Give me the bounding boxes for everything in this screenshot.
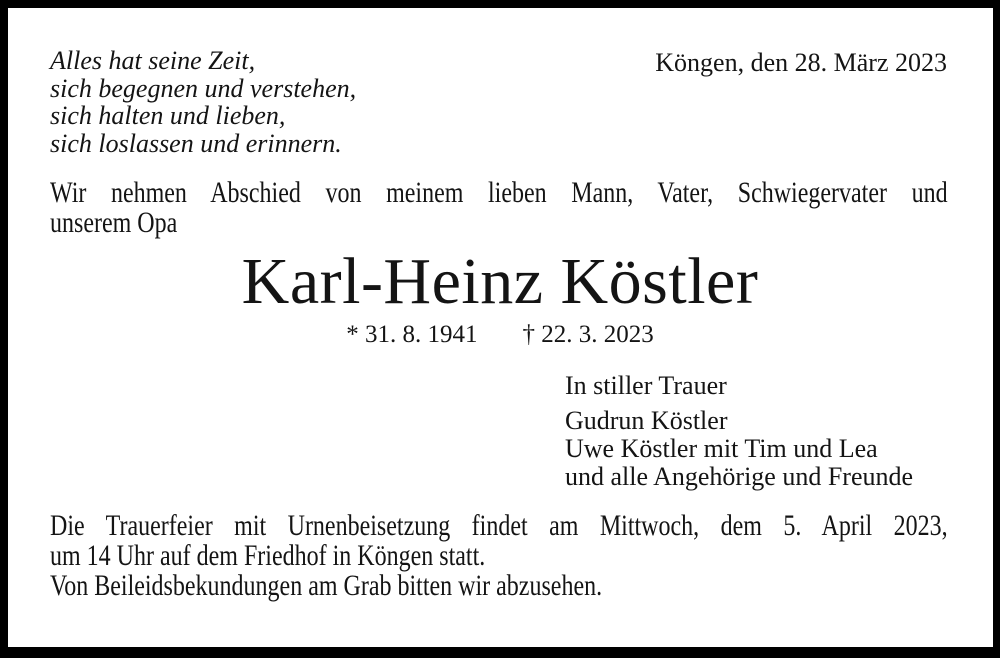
epigraph-line: Alles hat seine Zeit, [50, 46, 256, 75]
deceased-name: Karl-Heinz Köstler [241, 245, 759, 318]
intro-line: Wir nehmen Abschied von meinem lieben Mann, Vater, Schwiegervater und [50, 176, 948, 209]
death-date: † 22. 3. 2023 [522, 321, 654, 348]
place-dateline: Köngen, den 28. März 2023 [655, 48, 947, 77]
mourner-line: und alle Angehörige und Freunde [565, 462, 914, 491]
mourners-block [565, 372, 913, 491]
mourning-header: In stiller Trauer [565, 371, 727, 400]
intro-paragraph [50, 178, 948, 238]
birth-date: * 31. 8. 1941 [346, 321, 478, 348]
intro-line: unserem Opa [50, 206, 178, 239]
epigraph-line: sich halten und lieben, [50, 101, 286, 130]
funeral-details [50, 511, 948, 601]
funeral-line: Die Trauerfeier mit Urnenbeisetzung findet am Mittwoch, dem 5. April 2023, [50, 509, 948, 542]
epigraph [50, 47, 356, 157]
life-dates [0, 322, 1000, 348]
mourner-line: Uwe Köstler mit Tim und Lea [565, 434, 878, 463]
mourner-line: Gudrun Köstler [565, 406, 728, 435]
condolence-note: Von Beileidsbekundungen am Grab bitten wir abzusehen. [50, 569, 603, 602]
funeral-line: um 14 Uhr auf dem Friedhof in Köngen statt. [50, 539, 486, 572]
epigraph-line: sich loslassen und erinnern. [50, 128, 342, 158]
epigraph-line: sich begegnen und verstehen, [50, 73, 357, 103]
